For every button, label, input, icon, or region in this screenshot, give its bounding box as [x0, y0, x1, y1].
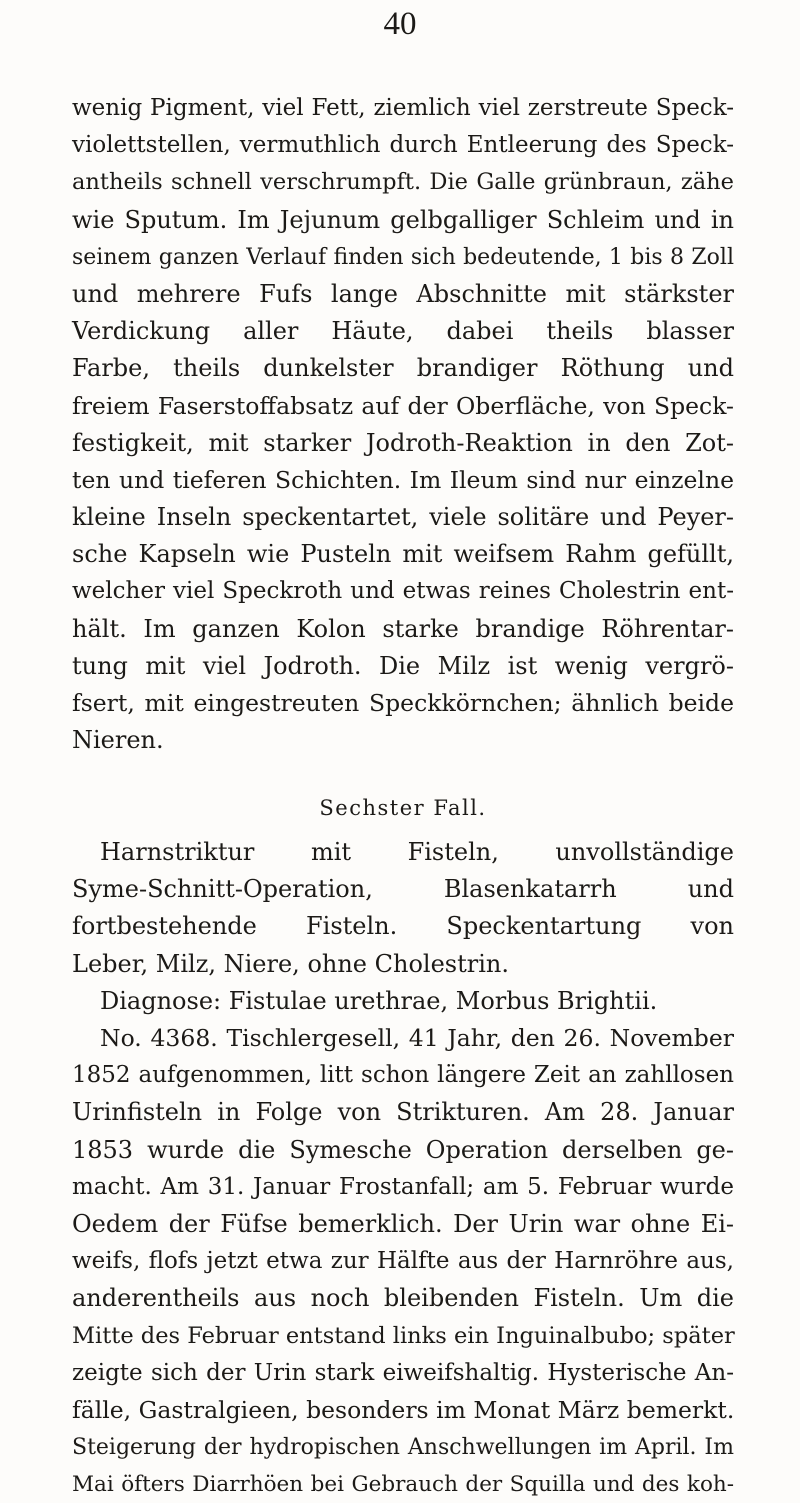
text-line: Verdickung aller Häute, dabei theils blasser — [72, 317, 734, 346]
text-line: wie Sputum. Im Jejunum gelbgalliger Schleim und in — [72, 205, 734, 234]
summary-line: Harnstriktur mit Fisteln, unvollständige — [100, 838, 734, 866]
text-line: tung mit viel Jodroth. Die Milz ist wenig vergrö- — [72, 651, 734, 680]
case-summary — [72, 834, 734, 983]
text-line: Steigerung der hydropischen Anschwellungen im April. Im — [72, 1435, 734, 1461]
text-line: violettstellen, vermuthlich durch Entleerung des Speck- — [72, 132, 734, 159]
summary-line: Leber, Milz, Niere, ohne Cholestrin. — [72, 949, 509, 978]
text-line: zeigte sich der Urin stark eiweifshaltig. Hysterische An- — [72, 1359, 734, 1386]
text-line: Urinfisteln in Folge von Strikturen. Am 28. Januar — [72, 1098, 734, 1127]
text-line: 1853 wurde die Symesche Operation derselben ge- — [72, 1135, 734, 1164]
diagnosis-line: Diagnose: Fistulae urethrae, Morbus Brightii. — [100, 987, 658, 1015]
diagnosis-block — [72, 983, 734, 1020]
text-line: antheils schnell verschrumpft. Die Galle grünbraun, zähe — [72, 169, 734, 196]
text-line: festigkeit, mit starker Jodroth-Reaktion in den Zot- — [72, 428, 734, 457]
case-heading-block — [72, 788, 734, 828]
case-body — [72, 1020, 734, 1503]
text-line: Mai öfters Diarrhöen bei Gebrauch der Squilla und des koh- — [72, 1472, 734, 1498]
text-line: und mehrere Fufs lange Abschnitte mit stärkster — [72, 279, 734, 308]
page-number: 40 — [383, 6, 417, 42]
paragraph-continued — [72, 90, 734, 759]
text-line: fsert, mit eingestreuten Speckkörnchen; ähnlich beide — [72, 689, 734, 717]
text-line: kleine Inseln speckentartet, viele solitäre und Peyer- — [72, 503, 734, 532]
text-line: hält. Im ganzen Kolon starke brandige Röhrentar- — [72, 614, 734, 643]
text-line: Mitte des Februar entstand links ein Inguinalbubo; später — [72, 1322, 735, 1349]
text-line: 1852 aufgenommen, litt schon längere Zeit an zahllosen — [72, 1062, 734, 1089]
text-line: weifs, flofs jetzt etwa zur Hälfte aus der Harnröhre aus, — [72, 1248, 734, 1275]
text-line: Farbe, theils dunkelster brandiger Röthung und — [72, 354, 734, 383]
text-line: welcher viel Speckroth und etwas reines Cholestrin ent- — [72, 578, 734, 605]
summary-line: fortbestehende Fisteln. Speckentartung von — [72, 912, 734, 941]
text-line: sche Kapseln wie Pusteln mit weifsem Rahm gefüllt, — [72, 540, 734, 569]
text-line: seinem ganzen Verlauf finden sich bedeutende, 1 bis 8 Zoll — [72, 244, 734, 270]
text-line: anderentheils aus noch bleibenden Fisteln. Um die — [72, 1284, 734, 1313]
text-line: wenig Pigment, viel Fett, ziemlich viel zerstreute Speck- — [72, 95, 734, 121]
text-line: Nieren. — [72, 726, 164, 755]
text-line: freiem Faserstoffabsatz auf der Oberfläche, von Speck- — [72, 391, 734, 420]
case-heading: Sechster Fall. — [319, 796, 487, 820]
summary-line: Syme-Schnitt-Operation, Blasenkatarrh und — [72, 875, 734, 904]
text-line: Oedem der Füfse bemerklich. Der Urin war ohne Ei- — [72, 1209, 734, 1238]
text-line: fälle, Gastralgieen, besonders im Monat März bemerkt. — [72, 1395, 735, 1424]
text-line: ten und tieferen Schichten. Im Ileum sind nur einzelne — [72, 465, 734, 494]
text-line: No. 4368. Tischlergesell, 41 Jahr, den 26. November — [100, 1024, 734, 1052]
text-line: macht. Am 31. Januar Frostanfall; am 5. Februar wurde — [72, 1173, 734, 1200]
